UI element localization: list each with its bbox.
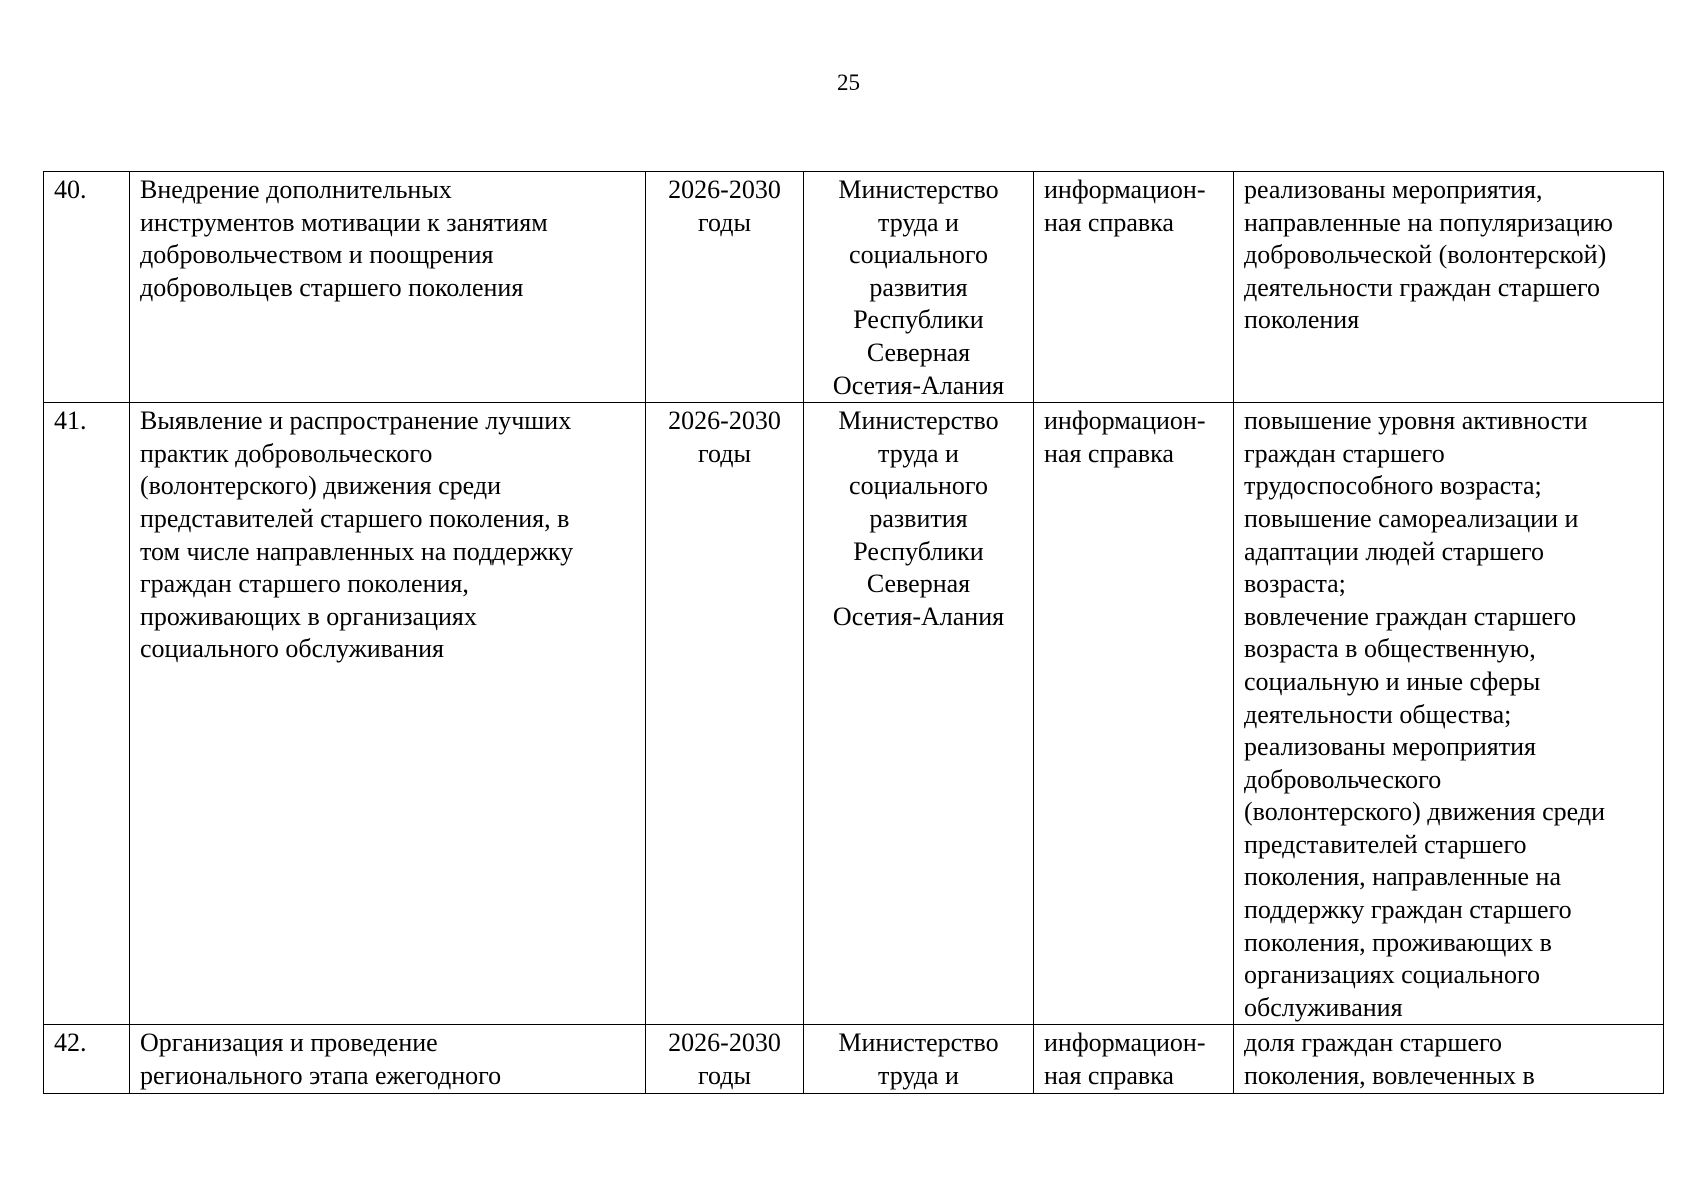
result-line: направленные на популяризацию — [1244, 207, 1613, 237]
result-line: социальную и иные сферы — [1244, 666, 1541, 696]
result-line: адаптации людей старшего — [1244, 536, 1544, 566]
activity-line: инструментов мотивации к занятиям — [140, 207, 548, 237]
executor-line: Северная — [866, 569, 971, 599]
activity-line: Организация и проведение — [140, 1028, 438, 1058]
result-line: вовлечение граждан старшего — [1244, 601, 1577, 631]
executor-cell — [804, 172, 1034, 403]
executor-line: развития — [869, 503, 968, 533]
activity-line: проживающих в организациях — [140, 601, 477, 631]
table-row — [44, 172, 1664, 403]
document-cell — [1034, 172, 1234, 403]
activity-cell — [130, 1025, 646, 1093]
executor-line: труда и — [878, 207, 959, 237]
executor-line: развития — [869, 272, 968, 302]
result-line: добровольческой (волонтерской) — [1244, 240, 1607, 270]
result-line: поколения, направленные на — [1244, 862, 1561, 892]
executor-line: Министерство — [838, 406, 999, 436]
result-line: повышение самореализации и — [1244, 503, 1579, 533]
table-row — [44, 403, 1664, 1025]
activity-line: регионального этапа ежегодного — [140, 1061, 502, 1091]
executor-line: труда и — [878, 1061, 959, 1091]
activity-cell — [130, 403, 646, 1025]
result-line: возраста в общественную, — [1244, 634, 1536, 664]
result-line: доля граждан старшего — [1244, 1028, 1503, 1058]
document-line: информацион- — [1044, 175, 1206, 204]
result-line: добровольческого — [1244, 764, 1442, 794]
result-line: поколения, вовлеченных в — [1244, 1061, 1535, 1091]
executor-line: Северная — [866, 337, 971, 367]
row-number: 42. — [44, 1025, 130, 1093]
document-line: информацион- — [1044, 406, 1206, 436]
result-line: поддержку граждан старшего — [1244, 895, 1572, 925]
activity-line: Выявление и распространение лучших — [140, 406, 572, 436]
result-cell — [1234, 172, 1664, 403]
document-line: ная справка — [1044, 207, 1174, 237]
result-cell — [1234, 1025, 1664, 1093]
result-cell — [1234, 403, 1664, 1025]
result-line: поколения — [1244, 305, 1360, 335]
period-line: годы — [698, 1061, 751, 1091]
activity-line: (волонтерского) движения среди — [140, 471, 501, 501]
measures-table — [43, 171, 1664, 1094]
page-number: 25 — [837, 70, 860, 95]
result-line: реализованы мероприятия — [1244, 732, 1537, 762]
executor-cell — [804, 403, 1034, 1025]
executor-line: Осетия-Алания — [832, 601, 1005, 631]
period-line: 2026-2030 — [668, 1028, 781, 1058]
document-cell — [1034, 403, 1234, 1025]
result-line: реализованы мероприятия, — [1244, 175, 1543, 204]
activity-line: добровольчеством и поощрения — [140, 240, 494, 270]
result-line: обслуживания — [1244, 992, 1403, 1022]
period-cell — [646, 403, 804, 1025]
result-line: деятельности общества; — [1244, 699, 1512, 729]
activity-line: добровольцев старшего поколения — [140, 272, 524, 302]
executor-line: труда и — [878, 438, 959, 468]
period-line: годы — [698, 438, 751, 468]
activity-line: Внедрение дополнительных — [140, 175, 452, 204]
result-line: деятельности граждан старшего — [1244, 272, 1601, 302]
document-line: ная справка — [1044, 438, 1174, 468]
period-line: 2026-2030 — [668, 175, 781, 204]
result-line: возраста; — [1244, 569, 1346, 599]
row-number: 40. — [44, 172, 130, 403]
activity-line: практик добровольческого — [140, 438, 433, 468]
executor-line: Министерство — [838, 175, 999, 204]
activity-line: социального обслуживания — [140, 634, 444, 664]
executor-line: Республики — [853, 536, 984, 566]
activity-line: том числе направленных на поддержку — [140, 536, 574, 566]
period-line: 2026-2030 — [668, 406, 781, 436]
executor-line: социального — [849, 471, 988, 501]
period-cell — [646, 1025, 804, 1093]
result-line: трудоспособного возраста; — [1244, 471, 1542, 501]
executor-cell — [804, 1025, 1034, 1093]
result-line: повышение уровня активности — [1244, 406, 1588, 436]
period-cell — [646, 172, 804, 403]
document-cell — [1034, 1025, 1234, 1093]
document-line: информацион- — [1044, 1028, 1206, 1058]
result-line: представителей старшего — [1244, 829, 1527, 859]
executor-line: Республики — [853, 305, 984, 335]
executor-line: Осетия-Алания — [832, 370, 1005, 400]
result-line: поколения, проживающих в — [1244, 927, 1552, 957]
table-row — [44, 1025, 1664, 1093]
activity-line: представителей старшего поколения, в — [140, 503, 570, 533]
activity-line: граждан старшего поколения, — [140, 569, 469, 599]
activity-cell — [130, 172, 646, 403]
result-line: организациях социального — [1244, 960, 1541, 990]
executor-line: Министерство — [838, 1028, 999, 1058]
period-line: годы — [698, 207, 751, 237]
executor-line: социального — [849, 240, 988, 270]
document-line: ная справка — [1044, 1061, 1174, 1091]
result-line: (волонтерского) движения среди — [1244, 797, 1605, 827]
result-line: граждан старшего — [1244, 438, 1445, 468]
row-number: 41. — [44, 403, 130, 1025]
